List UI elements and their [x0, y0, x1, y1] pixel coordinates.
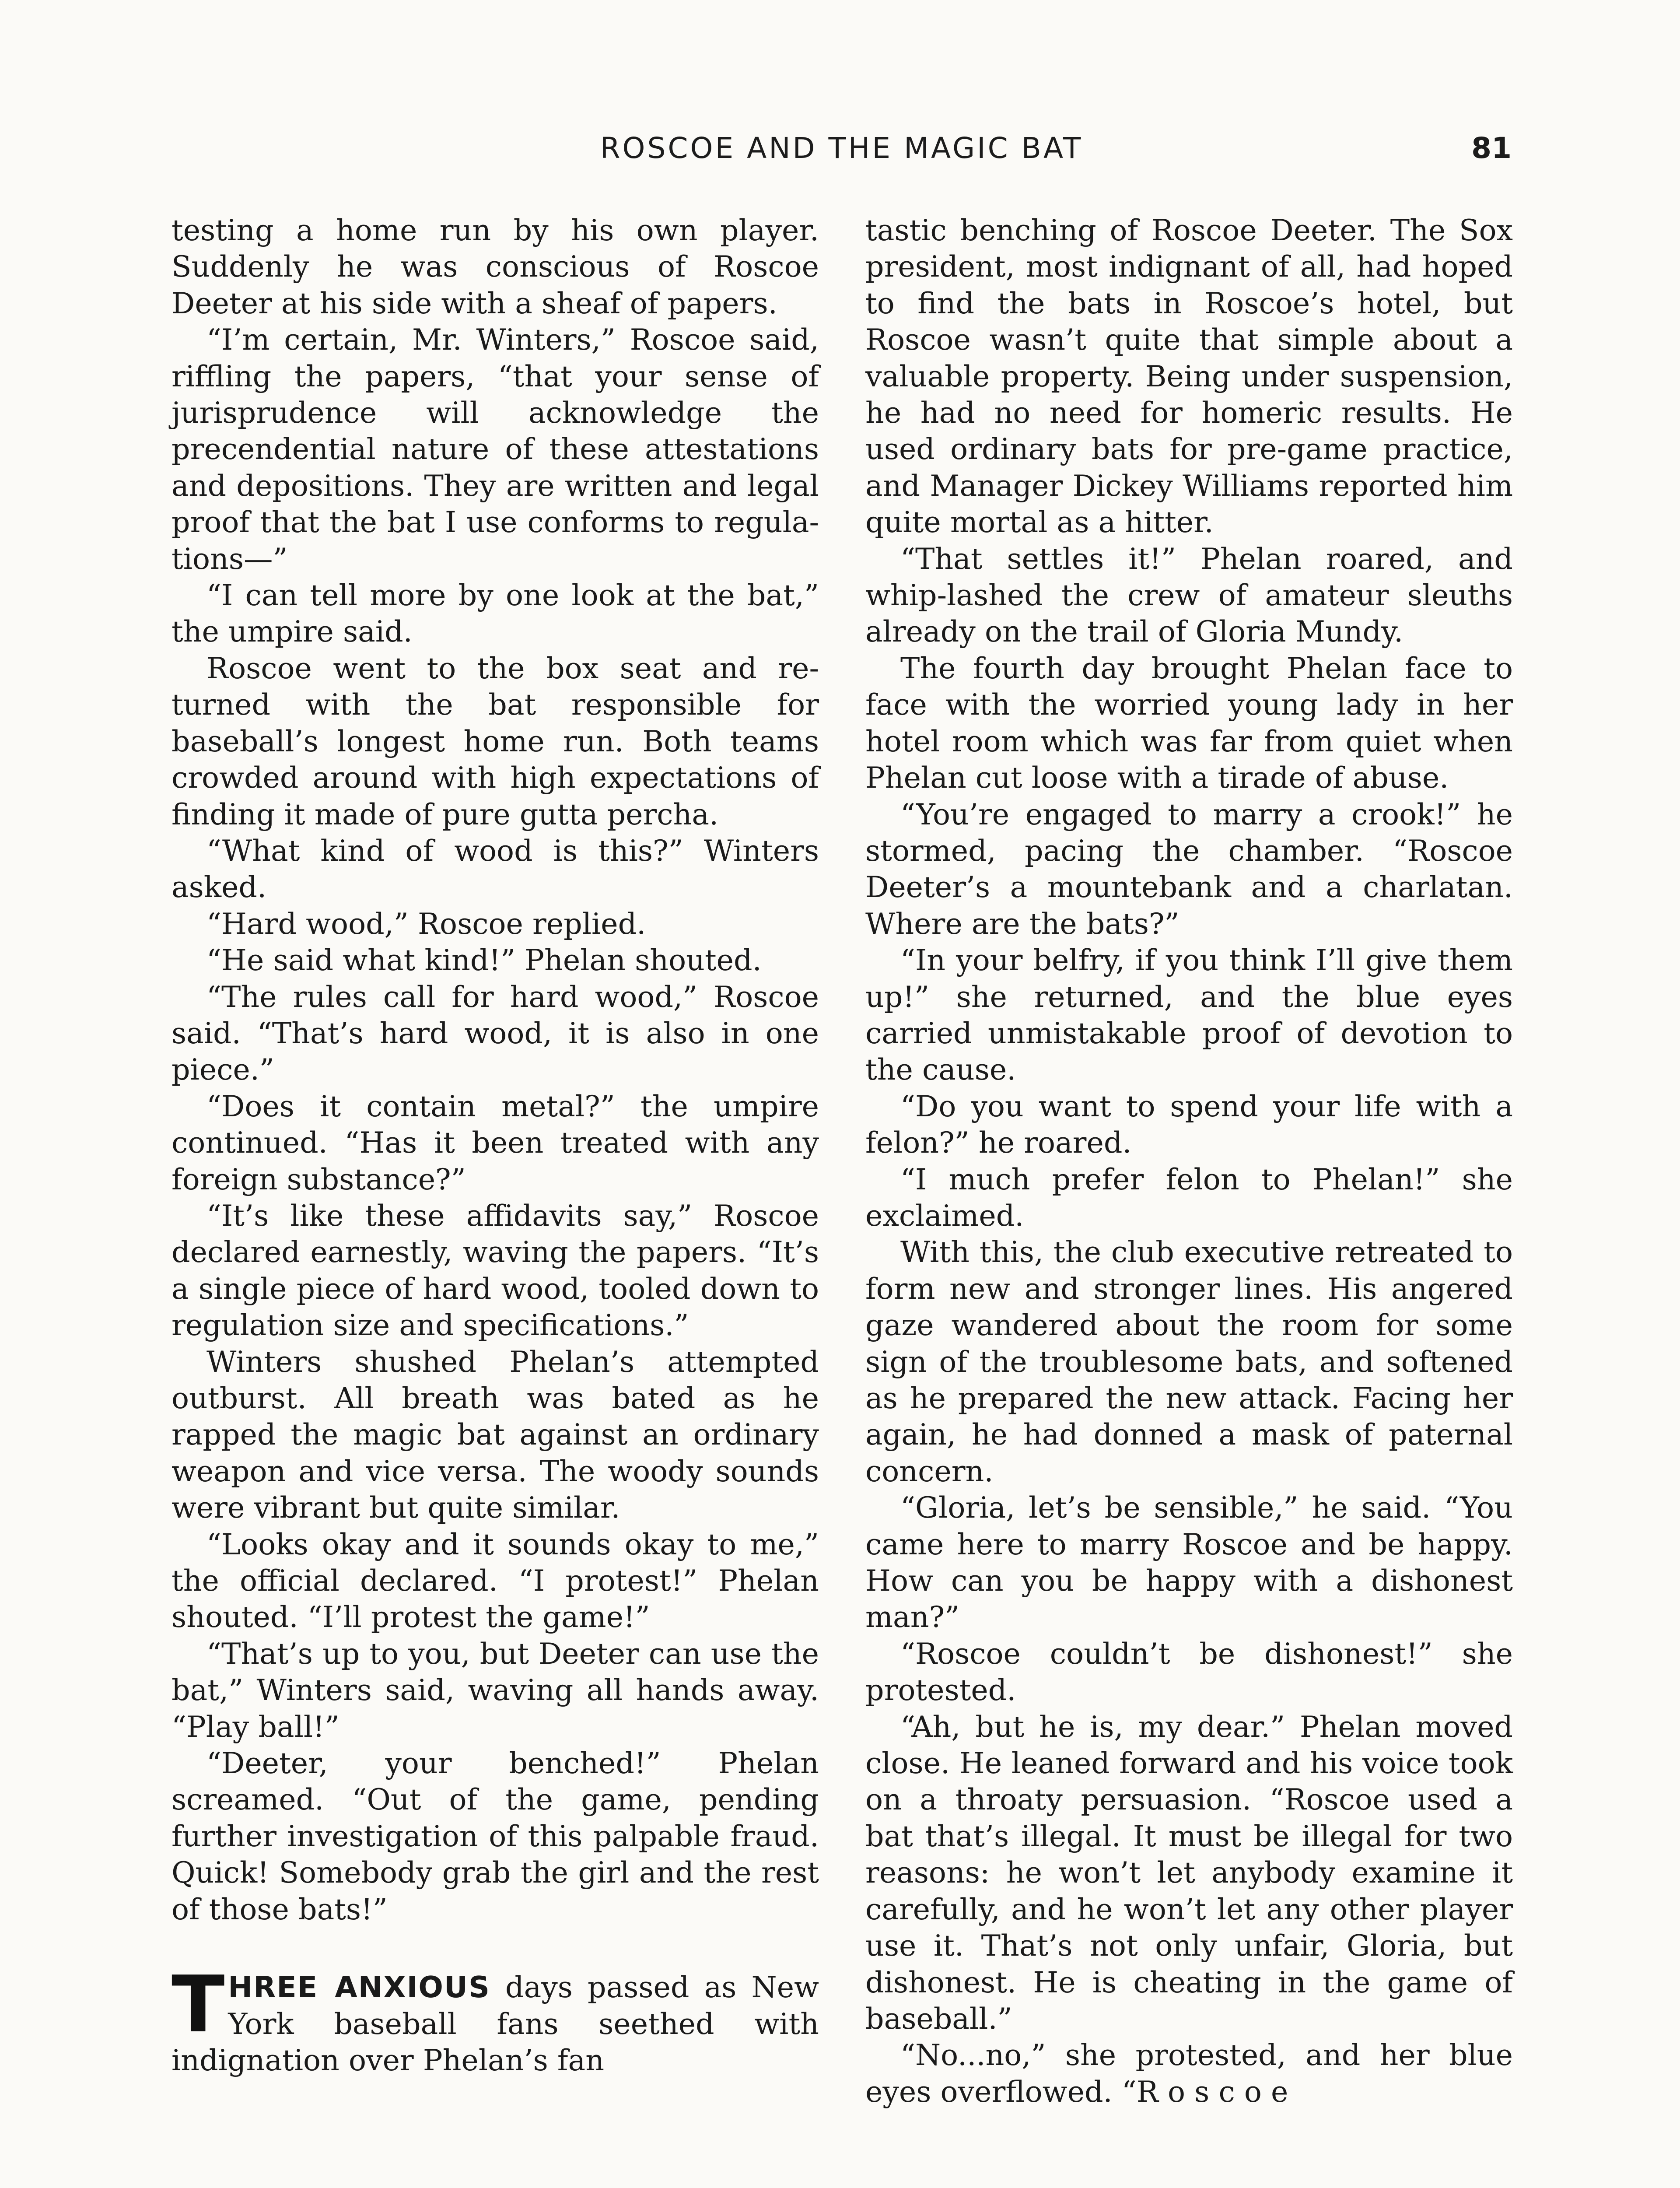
paragraph: “Ah, but he is, my dear.” Phelan moved close. He leaned forward and his voice took on a throaty persuasion. “Roscoe used a bat that’s illegal. It must be illegal for two reasons: he won’t let anybody examine it carefully, and he won’t let any other player use it. That’s not only unfair, Gloria, but dishonest. He is cheating in the game of baseball.”: [865, 1709, 1513, 2036]
paragraph: “Do you want to spend your life with a felon?” he roared.: [865, 1089, 1513, 1160]
paragraph: “Looks okay and it sounds okay to me,” the official declared. “I protest!” Phelan shouted. “I’ll protest the game!”: [172, 1527, 819, 1634]
paragraph: With this, the club executive retreated to form new and stronger lines. His angered gaze wandered about the room for some sign of the troublesome bats, and softened as he prepared the new attack. Facing her again, he had donned a mask of paternal concern.: [865, 1235, 1513, 1488]
paragraph: “In your belfry, if you think I’ll give them up!” she returned, and the blue eyes carried unmistakable proof of devotion to the cause.: [865, 943, 1513, 1087]
paragraph: “The rules call for hard wood,” Roscoe said. “That’s hard wood, it is also in one piece.”: [172, 979, 819, 1087]
paragraph: Roscoe went to the box seat and returned with the bat responsible for baseball’s longest home run. Both teams crowded around with high expectations of finding it made of pure gutta percha.: [172, 651, 819, 831]
paragraph: “That’s up to you, but Deeter can use the bat,” Winters said, waving all hands away. “Play ball!”: [172, 1636, 819, 1744]
paragraph: “I’m certain, Mr. Winters,” Roscoe said, riffling the papers, “that your sense of jurisprudence will acknowledge the precendential nature of these attestations and depositions. They are written and legal proof that the bat I use conforms to regulations—”: [172, 323, 819, 576]
paragraph: “I can tell more by one look at the bat,” the umpire said.: [172, 578, 819, 649]
paragraph: “Hard wood,” Roscoe replied.: [206, 906, 646, 941]
paragraph: “Roscoe couldn’t be dishonest!” she protested.: [865, 1636, 1513, 1708]
right-column: [865, 212, 1513, 2110]
page-number: 81: [1471, 131, 1512, 165]
paragraph: “Deeter, your benched!” Phelan screamed. “Out of the game, pending further investigation of this palpable fraud. Quick! Somebody grab the girl and the rest of those bats!”: [172, 1746, 819, 1926]
paragraph: “No...no,” she protested, and her blue eyes overflowed. “R o s c o e: [865, 2038, 1513, 2109]
page-header: [172, 131, 1512, 171]
section-start-text: days passed as New York baseball fans seethed with indignation over Phelan’s fan: [172, 1970, 819, 2077]
paragraph: “Gloria, let’s be sensible,” he said. “You came here to marry Roscoe and be happy. How can you be happy with a dishonest man?”: [865, 1490, 1513, 1634]
paragraph: testing a home run by his own player. Suddenly he was conscious of Roscoe Deeter at his side with a sheaf of papers.: [172, 213, 819, 320]
paragraph: “He said what kind!” Phelan shouted.: [206, 943, 762, 978]
paragraph: “What kind of wood is this?” Winters asked.: [172, 833, 819, 905]
running-head: ROSCOE AND THE MAGIC BAT: [600, 131, 1083, 165]
paragraph: Winters shushed Phelan’s attempted outburst. All breath was bated as he rapped the magic bat against an ordinary weapon and vice versa. The woody sounds were vibrant but quite similar.: [172, 1344, 819, 1525]
paragraph: “You’re engaged to marry a crook!” he stormed, pacing the chamber. “Roscoe Deeter’s a mountebank and a charlatan. Where are the bats?”: [865, 797, 1513, 941]
paragraph: “That settles it!” Phelan roared, and whip-lashed the crew of amateur sleuths already on the trail of Gloria Mundy.: [865, 541, 1513, 649]
paragraph: “I much prefer felon to Phelan!” she exclaimed.: [865, 1162, 1513, 1233]
lead-caps: HREE ANXIOUS: [228, 1970, 490, 2005]
section-start-paragraph: [172, 1959, 819, 2079]
paragraph: “It’s like these affidavits say,” Roscoe declared earnestly, waving the papers. “It’s a single piece of hard wood, tooled down to regulation size and specifications.”: [172, 1198, 819, 1343]
paragraph: tastic benching of Roscoe Deeter. The Sox president, most indignant of all, had hoped to find the bats in Roscoe’s hotel, but Roscoe wasn’t quite that simple about a valuable property. Being under suspension, he had no need for homeric results. He used ordinary bats for pre-game practice, and Manager Dickey Williams reported him quite mortal as a hitter.: [865, 213, 1513, 540]
paragraph: The fourth day brought Phelan face to face with the worried young lady in her hotel room which was far from quiet when Phelan cut loose with a tirade of abuse.: [865, 651, 1513, 795]
drop-cap: T: [172, 1959, 225, 2050]
left-column: [172, 212, 819, 2079]
paragraph: “Does it contain metal?” the umpire continued. “Has it been treated with any foreign substance?”: [172, 1089, 819, 1196]
